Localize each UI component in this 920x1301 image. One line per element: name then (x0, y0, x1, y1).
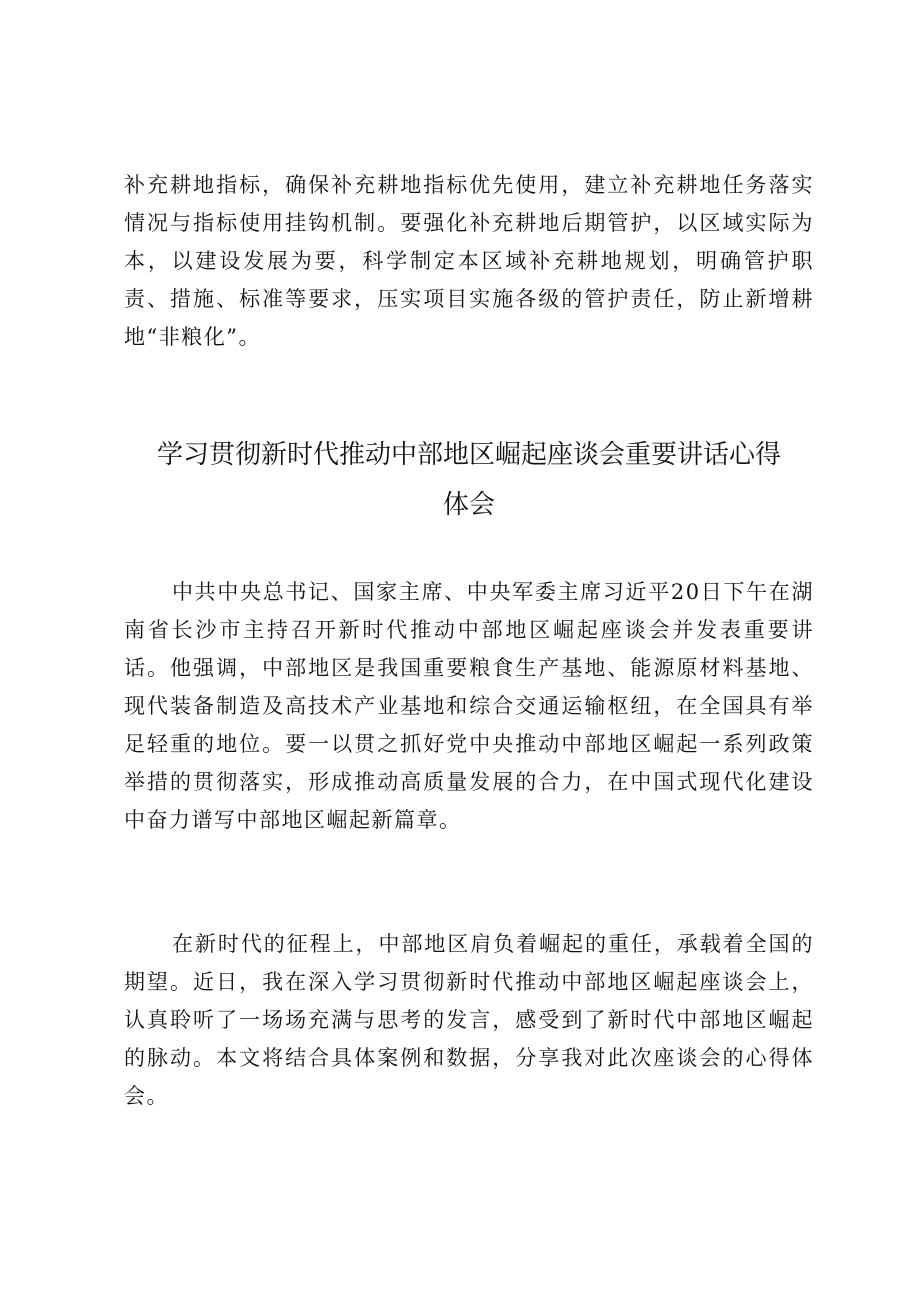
title-line-1: 学习贯彻新时代推动中部地区崛起座谈会重要讲话心得 (156, 440, 781, 470)
body-paragraph-2: 在新时代的征程上，中部地区肩负着崛起的重任，承载着全国的期望。近日，我在深入学习贯彻新时代推动中部地区崛起座谈会上，认真聆听了一场场充满与思考的发言，感受到了新时代中部地区崛起的脉动。本文将结合具体案例和数据，分享我对此次座谈会的心得体会。 (124, 932, 814, 1108)
title-line-2: 体会 (442, 490, 495, 520)
continuation-paragraph: 补充耕地指标，确保补充耕地指标优先使用，建立补充耕地任务落实情况与指标使用挂钩机制。要强化补充耕地后期管护，以区域实际为本，以建设发展为要，科学制定本区域补充耕地规划，明确管护职责、措施、标准等要求，压实项目实施各级的管护责任，防止新增耕地“非粮化”。 (124, 173, 814, 349)
body-paragraph-1: 中共中央总书记、国家主席、中央军委主席习近平20日下午在湖南省长沙市主持召开新时代推动中部地区崛起座谈会并发表重要讲话。他强调，中部地区是我国重要粮食生产基地、能源原材料基地、现代装备制造及高技术产业基地和综合交通运输枢纽，在全国具有举足轻重的地位。要一以贯之抓好党中央推动中部地区崛起一系列政策举措的贯彻落实，形成推动高质量发展的合力，在中国式现代化建设中奋力谱写中部地区崛起新篇章。 (124, 580, 814, 832)
document-title (124, 430, 814, 530)
